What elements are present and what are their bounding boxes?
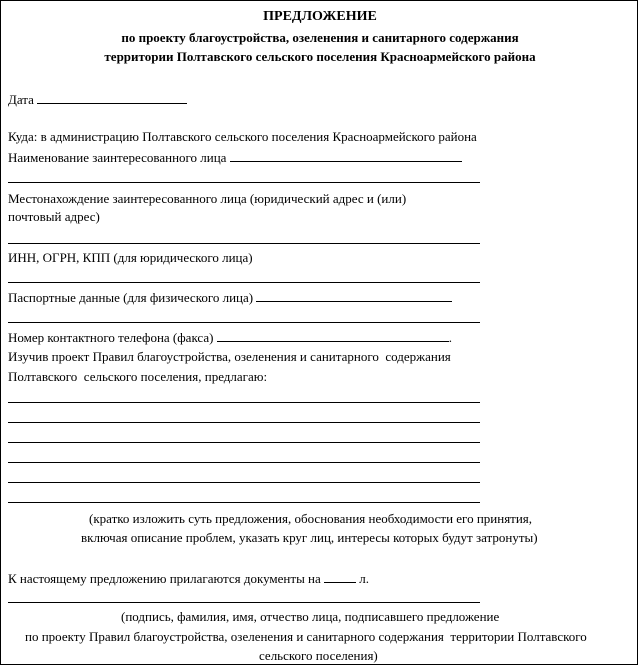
party-name-row xyxy=(8,149,462,166)
date-blank[interactable] xyxy=(37,91,187,104)
proposal-hint-line-1: (кратко изложить суть предложения, обоснования необходимости его принятия, xyxy=(89,511,533,526)
signature-hint-line-3: сельского поселения) xyxy=(259,648,378,663)
proposal-blank-line[interactable] xyxy=(8,402,480,403)
passport-continuation-line[interactable] xyxy=(8,322,480,323)
proposal-intro-line-2: Полтавского сельского поселения, предлагаю: xyxy=(8,369,268,384)
inn-label: ИНН, ОГРН, КПП (для юридического лица) xyxy=(8,250,253,265)
location-blank-line[interactable] xyxy=(8,243,480,244)
proposal-blank-line[interactable] xyxy=(8,422,480,423)
proposal-blank-line[interactable] xyxy=(8,502,480,503)
signature-hint-line-1: (подпись, фамилия, имя, отчество лица, подписавшего предложение xyxy=(121,609,500,624)
phone-row xyxy=(8,329,452,346)
date-label: Дата xyxy=(8,92,34,107)
attachments-count-blank[interactable] xyxy=(324,570,356,583)
location-label-line-2: почтовый адрес) xyxy=(8,209,100,224)
proposal-blank-line[interactable] xyxy=(8,442,480,443)
attachments-unit: л. xyxy=(359,571,370,586)
party-name-blank[interactable] xyxy=(230,149,462,162)
attachments-row xyxy=(8,570,369,587)
passport-blank[interactable] xyxy=(256,289,452,302)
form-subtitle-line-1: по проекту благоустройства, озеленения и санитарного содержания xyxy=(121,30,519,45)
recipient-line: Куда: в администрацию Полтавского сельского поселения Красноармейского района xyxy=(8,129,477,144)
passport-label: Паспортные данные (для физического лица) xyxy=(8,290,254,305)
form-subtitle-line-2: территории Полтавского сельского поселения Красноармейского района xyxy=(104,49,536,64)
phone-blank[interactable] xyxy=(217,329,449,342)
phone-end-dot: . xyxy=(448,330,452,345)
phone-label: Номер контактного телефона (факса) xyxy=(8,330,214,345)
form-title: ПРЕДЛОЖЕНИЕ xyxy=(263,9,377,24)
passport-row xyxy=(8,289,452,306)
proposal-hint-line-2: включая описание проблем, указать круг лиц, интересы которых будут затронуты) xyxy=(81,530,538,545)
attachments-label: К настоящему предложению прилагаются документы на xyxy=(8,571,321,586)
proposal-intro-line-1: Изучив проект Правил благоустройства, озеленения и санитарного содержания xyxy=(8,349,451,364)
signature-hint-line-2: по проекту Правил благоустройства, озеленения и санитарного содержания территории Полтавского xyxy=(25,629,587,644)
party-name-label: Наименование заинтересованного лица xyxy=(8,150,227,165)
party-name-continuation-line[interactable] xyxy=(8,182,480,183)
location-label-line-1: Местонахождение заинтересованного лица (юридический адрес и (или) xyxy=(8,191,407,206)
date-row xyxy=(8,91,187,108)
proposal-blank-line[interactable] xyxy=(8,462,480,463)
inn-blank-line[interactable] xyxy=(8,282,480,283)
proposal-blank-line[interactable] xyxy=(8,482,480,483)
signature-blank-line[interactable] xyxy=(8,602,480,603)
